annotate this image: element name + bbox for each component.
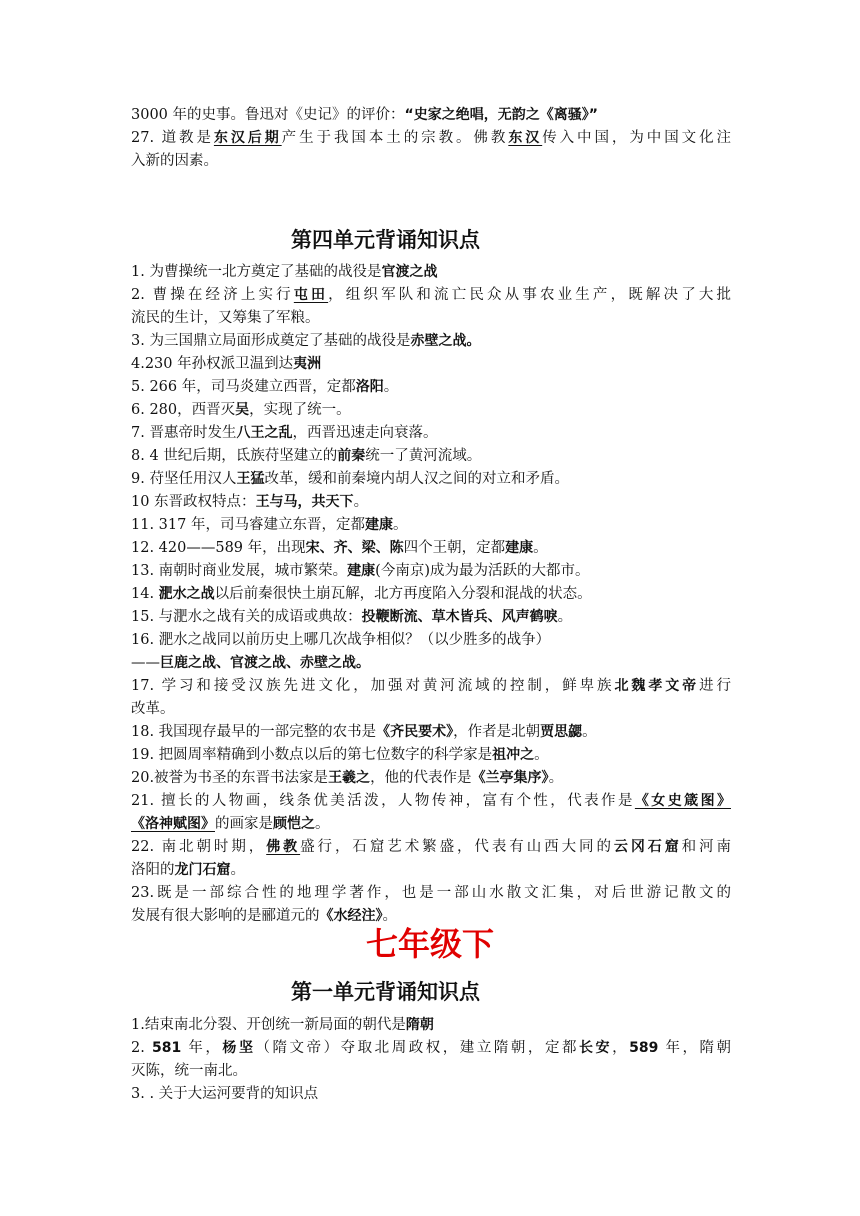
unit4-item-8: 8. 4 世纪后期，氐族苻坚建立的前秦统一了黄河流域。	[131, 448, 482, 464]
unit4-item-2: 2. 曹操在经济上实行屯田，组织军队和流亡民众从事农业生产，既解决了大批	[131, 287, 731, 303]
unit4-item-18: 18. 我国现存最早的一部完整的农书是《齐民要术》，作者是北朝贾思勰。	[131, 724, 597, 740]
unit4-item-12: 12. 420——589 年，出现宋、齐、梁、陈四个王朝，定都建康。	[131, 540, 548, 556]
unit4-heading: 第四单元背诵知识点	[291, 228, 480, 252]
unit1-item-2: 2. 581 年，杨坚（隋文帝）夺取北周政权，建立隋朝，定都长安，589 年，隋朝	[131, 1040, 731, 1056]
unit1-item-2-cont: 灭陈，统一南北。	[131, 1063, 247, 1079]
unit1-item-1: 1.结束南北分裂、开创统一新局面的朝代是隋朝	[131, 1017, 434, 1033]
unit4-item-1: 1. 为曹操统一北方奠定了基础的战役是官渡之战	[131, 264, 438, 280]
unit1-heading: 第一单元背诵知识点	[291, 980, 480, 1004]
unit4-item-16-answer: ——巨鹿之战、官渡之战、赤壁之战。	[131, 655, 370, 671]
unit4-item-6: 6. 280，西晋灭吴，实现了统一。	[131, 402, 351, 418]
unit4-item-17-cont: 改革。	[131, 701, 175, 717]
unit4-item-7: 7. 晋惠帝时发生八王之乱，西晋迅速走向衰落。	[131, 425, 438, 441]
unit4-item-3: 3. 为三国鼎立局面形成奠定了基础的战役是赤壁之战。	[131, 333, 481, 349]
unit4-item-14: 14. 淝水之战以后前秦很快土崩瓦解，北方再度陷入分裂和混战的状态。	[131, 586, 592, 602]
unit4-item-10: 10 东晋政权特点：王与马，共天下。	[131, 494, 369, 510]
unit4-item-23: 23.既是一部综合性的地理学著作，也是一部山水散文汇集，对后世游记散文的	[131, 885, 731, 901]
unit4-item-22-cont: 洛阳的龙门石窟。	[131, 862, 245, 878]
unit4-item-11: 11. 317 年，司马睿建立东晋，定都建康。	[131, 517, 408, 533]
unit4-item-20: 20.被誉为书圣的东晋书法家是王羲之，他的代表作是《兰亭集序》。	[131, 770, 564, 786]
unit4-item-4: 4.230 年孙权派卫温到达夷洲	[131, 356, 322, 372]
unit4-item-19: 19. 把圆周率精确到小数点以后的第七位数字的科学家是祖冲之。	[131, 747, 549, 763]
unit4-item-15: 15. 与淝水之战有关的成语或典故：投鞭断流、草木皆兵、风声鹤唳。	[131, 609, 573, 625]
item-27: 27. 道教是东汉后期产生于我国本土的宗教。佛教东汉传入中国，为中国文化注	[131, 130, 731, 146]
unit4-item-21: 21. 擅长的人物画，线条优美活泼，人物传神，富有个性，代表作是《女史箴图》	[131, 793, 731, 809]
unit4-item-22: 22. 南北朝时期，佛教盛行，石窟艺术繁盛，代表有山西大同的云冈石窟和河南	[131, 839, 731, 855]
unit4-item-21-cont: 《洛神赋图》的画家是顾恺之。	[131, 816, 330, 832]
unit4-item-16: 16. 淝水之战同以前历史上哪几次战争相似？（以少胜多的战争）	[131, 632, 551, 648]
unit4-item-17: 17. 学习和接受汉族先进文化，加强对黄河流域的控制，鲜卑族北魏孝文帝进行	[131, 678, 731, 694]
item-27-cont: 入新的因素。	[131, 153, 218, 169]
grade-heading: 七年级下	[365, 925, 494, 963]
unit4-item-9: 9. 苻坚任用汉人王猛改革，缓和前秦境内胡人汉之间的对立和矛盾。	[131, 471, 569, 487]
unit1-item-3: 3. . 关于大运河要背的知识点	[131, 1086, 319, 1102]
unit4-item-13: 13. 南朝时商业发展，城市繁荣。建康(今南京)成为最为活跃的大都市。	[131, 563, 590, 579]
unit4-item-5: 5. 266 年，司马炎建立西晋，定都洛阳。	[131, 379, 399, 395]
continuation-line: 3000 年的史事。鲁迅对《史记》的评价：“史家之绝唱，无韵之《离骚》”	[131, 107, 598, 123]
unit4-item-2-cont: 流民的生计，又筹集了军粮。	[131, 310, 320, 326]
unit4-item-23-cont: 发展有很大影响的是郦道元的《水经注》。	[131, 908, 397, 924]
